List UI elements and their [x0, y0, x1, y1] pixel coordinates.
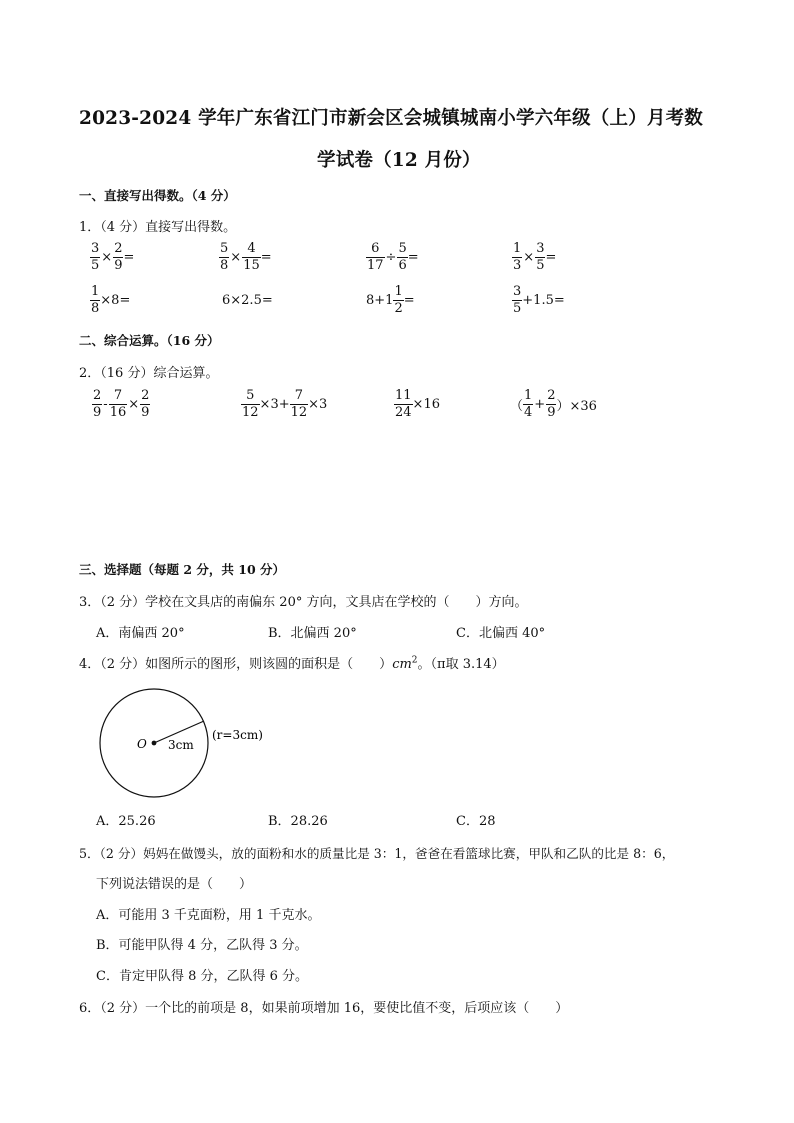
q4-option-a: A．25.26: [96, 814, 156, 829]
fraction: $\frac{3}{5}$: [91, 241, 100, 273]
fraction: $\frac{1}{2}$: [394, 284, 403, 316]
center-label: O: [137, 737, 147, 751]
fraction: $\frac{3}{5}$: [536, 241, 545, 273]
q3-option-c: C．北偏西 40°: [456, 626, 546, 641]
question-1-stem: 1．（4 分）直接写出得数。: [79, 220, 237, 235]
q1-item-8: $\frac{3}{5}$ +1.5=: [513, 284, 565, 316]
radius-label: 3cm: [168, 738, 194, 752]
section-heading-2: 二、综合运算。（16 分）: [79, 333, 220, 348]
section-heading-1: 一、直接写出得数。（4 分）: [79, 188, 236, 203]
fraction: $\frac{2}{9}$: [141, 388, 150, 420]
q4-option-c: C．28: [456, 814, 496, 829]
q3-option-b: B．北偏西 20°: [268, 626, 357, 641]
fraction: $\frac{2}{9}$: [547, 388, 556, 420]
q5-option-c: C．肯定甲队得 8 分，乙队得 6 分。: [96, 969, 309, 984]
q2-expression-1: $\frac{2}{9}$ - $\frac{7}{16}$ × $\frac{2}{9}$: [93, 388, 150, 420]
fraction: $\frac{2}{9}$: [114, 241, 123, 273]
fraction: $\frac{1}{3}$: [513, 241, 522, 273]
q1-item-6: 6×2.5=: [222, 293, 273, 308]
fraction: $\frac{5}{6}$: [398, 241, 407, 273]
circle-figure: [92, 684, 272, 800]
q5-option-b: B．可能甲队得 4 分，乙队得 3 分。: [96, 938, 308, 953]
fraction: $\frac{5}{12}$: [242, 388, 259, 420]
radius-note: (r=3cm): [212, 728, 263, 742]
q1-item-4: $\frac{1}{3}$ × $\frac{3}{5}$ =: [513, 241, 557, 273]
center-point: [152, 741, 157, 746]
fraction: $\frac{7}{12}$: [290, 388, 308, 420]
page-title-line-2: 学试卷（12 月份）: [317, 150, 481, 171]
fraction: $\frac{4}{15}$: [243, 241, 260, 273]
q2-expression-2: $\frac{5}{12}$ ×3+ $\frac{7}{12}$ ×3: [242, 388, 328, 420]
question-5-stem-line-2: 下列说法错误的是（ ）: [96, 877, 253, 892]
q4-option-b: B．28.26: [268, 814, 328, 829]
q5-option-a: A．可能用 3 千克面粉，用 1 千克水。: [96, 908, 321, 923]
question-5-stem-line-1: 5．（2 分）妈妈在做馒头，放的面粉和水的质量比是 3：1，爸爸在看篮球比赛，甲队和乙队的比是 8：6，: [79, 846, 675, 861]
fraction: $\frac{7}{16}$: [109, 388, 127, 420]
q1-item-3: $\frac{6}{17}$ ÷ $\frac{5}{6}$ =: [367, 241, 419, 273]
q1-item-7: 8+1 $\frac{1}{2}$ =: [366, 284, 415, 316]
question-6-stem: 6．（2 分）一个比的前项是 8，如果前项增加 16，要使比值不变，后项应该（ ）: [79, 1001, 569, 1016]
fraction: $\frac{3}{5}$: [513, 284, 522, 316]
q2-expression-4: （ $\frac{1}{4}$ + $\frac{2}{9}$ ）×36: [510, 388, 597, 420]
question-3-stem: 3．（2 分）学校在文具店的南偏东 20° 方向，文具店在学校的（ ）方向。: [79, 595, 528, 610]
section-heading-3: 三、选择题（每题 2 分，共 10 分）: [79, 562, 286, 577]
q1-item-5: $\frac{1}{8}$ ×8=: [91, 284, 131, 316]
fraction: $\frac{5}{8}$: [220, 241, 229, 273]
page-title-line-1: 2023-2024 学年广东省江门市新会区会城镇城南小学六年级（上）月考数: [79, 108, 703, 129]
question-2-stem: 2．（16 分）综合运算。: [79, 366, 219, 381]
q2-expression-3: $\frac{11}{24}$ ×16: [395, 388, 440, 420]
fraction: $\frac{6}{17}$: [367, 241, 384, 273]
q1-item-1: $\frac{3}{5}$ × $\frac{2}{9}$ =: [91, 241, 135, 273]
q3-option-a: A．南偏西 20°: [96, 626, 185, 641]
fraction: $\frac{1}{4}$: [524, 388, 533, 420]
fraction: $\frac{1}{8}$: [91, 284, 100, 316]
question-4-stem: 4．（2 分）如图所示的图形，则该圆的面积是（ ）$cm^2$。（π取 3.14）: [79, 655, 505, 672]
fraction: $\frac{11}{24}$: [395, 388, 412, 420]
fraction: $\frac{2}{9}$: [93, 388, 102, 420]
q1-item-2: $\frac{5}{8}$ × $\frac{4}{15}$ =: [220, 241, 272, 273]
